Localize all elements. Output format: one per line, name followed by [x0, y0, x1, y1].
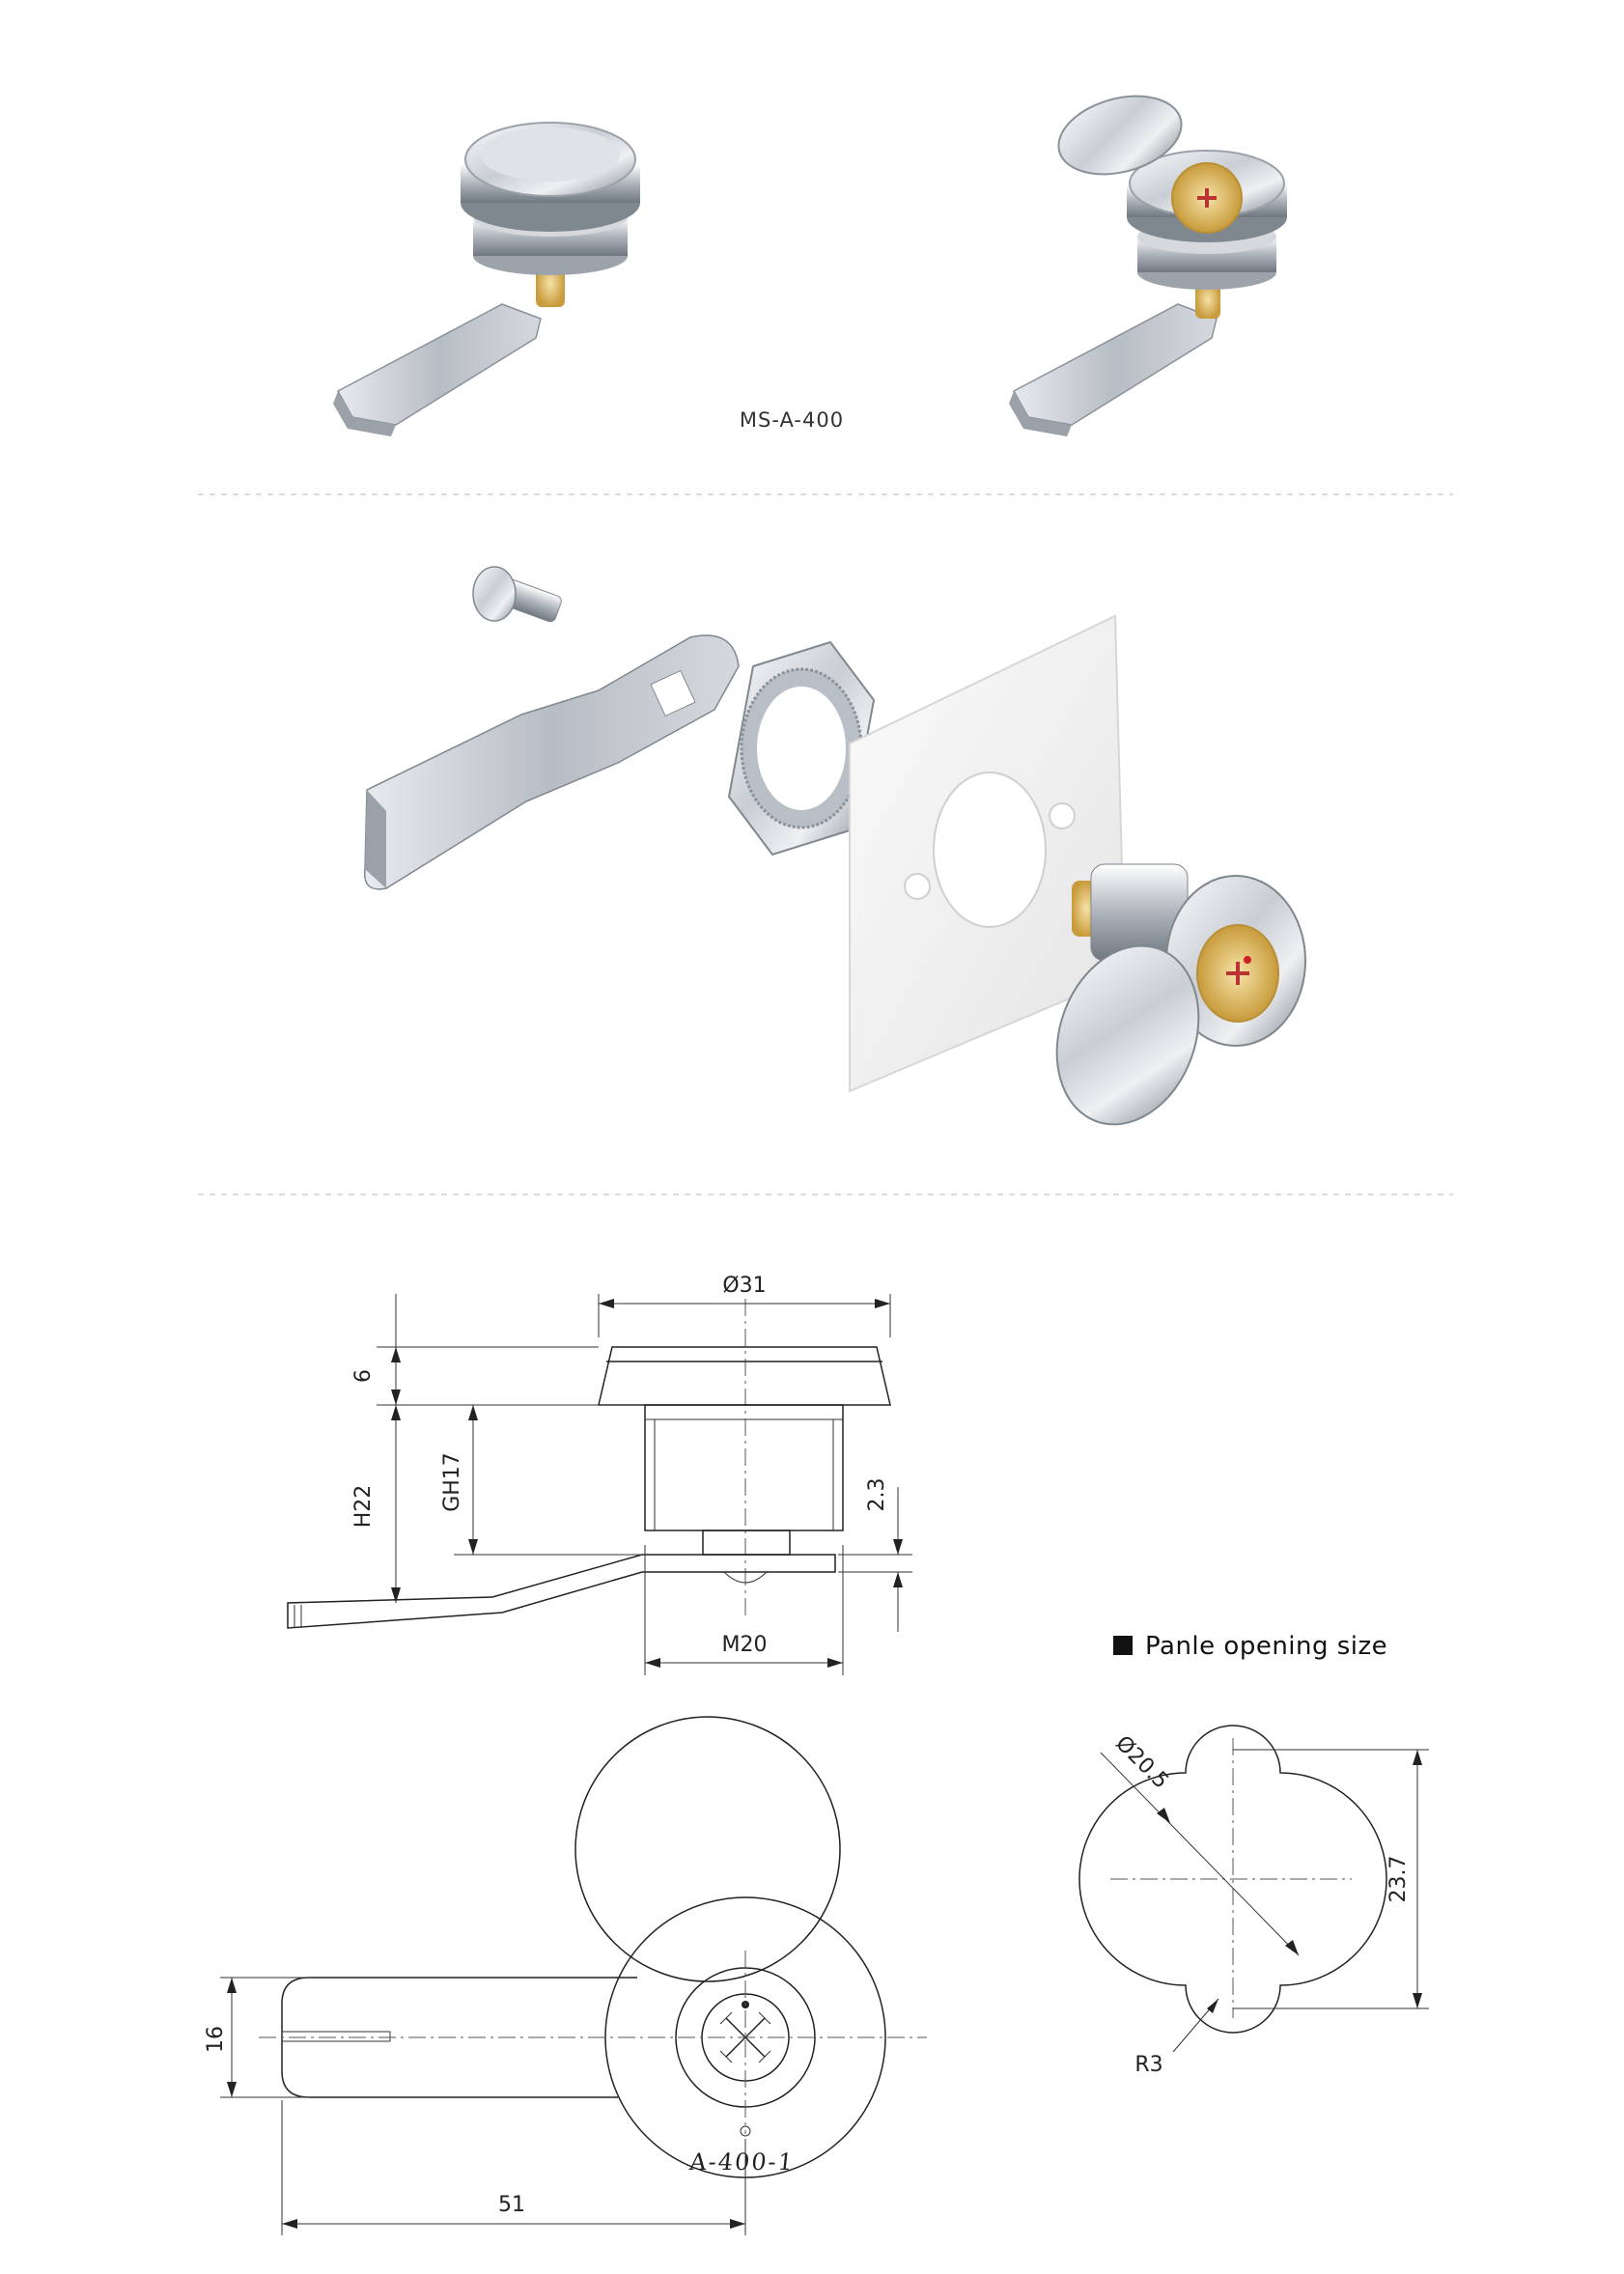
exploded-view — [365, 567, 1305, 1144]
cam-plate-part — [365, 635, 739, 889]
dim-opening-radius: R3 — [1134, 2053, 1163, 2077]
dim-grip-height: GH17 — [440, 1452, 464, 1512]
dim-cam-width: 16 — [204, 2026, 228, 2053]
side-view-drawing — [288, 1274, 912, 1675]
dim-thread: M20 — [721, 1633, 768, 1657]
dim-cam-length: 51 — [498, 2193, 525, 2217]
lock-body-part — [1033, 864, 1305, 1144]
product-photo-open-cover — [1009, 83, 1287, 436]
cylinder-marking: A-400-1 — [687, 2148, 797, 2176]
dim-opening-diameter: Ø20.5 — [1110, 1731, 1173, 1794]
panel-opening-title: Panle opening size — [1145, 1632, 1388, 1661]
panel-opening-drawing — [1079, 1726, 1429, 2077]
square-bullet-icon — [1113, 1636, 1133, 1655]
dim-total-height: H22 — [351, 1484, 376, 1529]
front-view-drawing — [204, 1717, 927, 2235]
screw-part — [473, 567, 563, 623]
model-caption: MS-A-400 — [739, 408, 845, 432]
dim-head-height: 6 — [351, 1369, 376, 1383]
dim-cam-thickness: 2.3 — [865, 1477, 889, 1512]
panel-opening-heading — [1113, 1632, 1387, 1661]
product-photo-closed — [333, 123, 640, 436]
dim-opening-height: 23.7 — [1386, 1855, 1411, 1903]
dim-head-diameter: Ø31 — [722, 1274, 767, 1298]
